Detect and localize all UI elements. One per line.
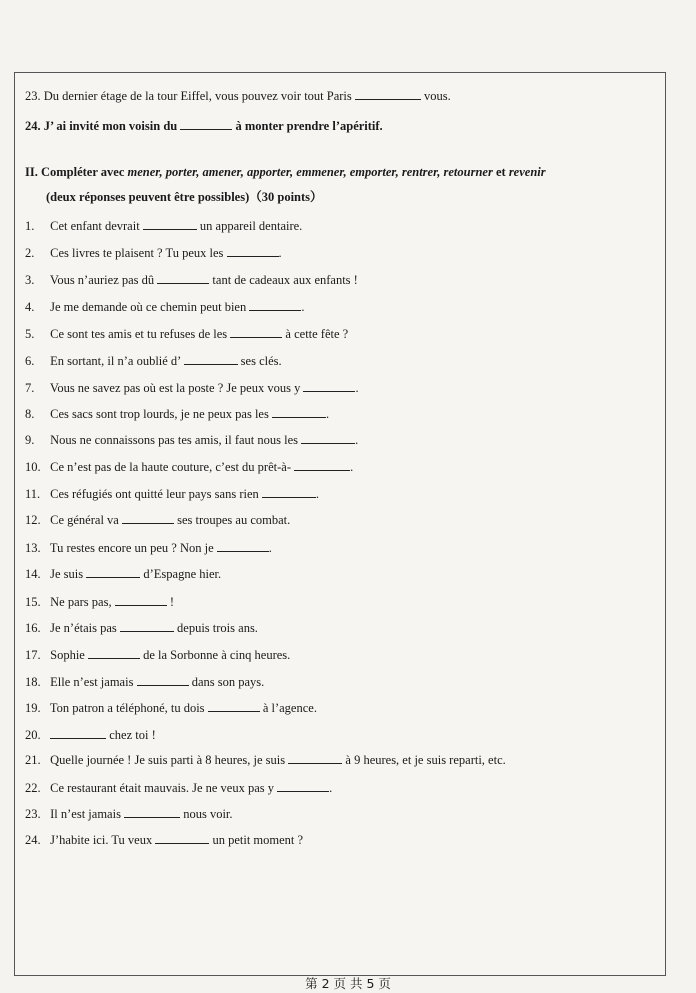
item-number: 8. <box>25 407 35 421</box>
item-text-after: . <box>268 541 272 555</box>
item-text: Tu restes encore un peu ? Non je <box>49 541 214 555</box>
exercise-line <box>25 806 233 822</box>
item-number: 12. <box>25 513 41 527</box>
answer-blank[interactable] <box>294 459 350 471</box>
item-text-after: un appareil dentaire. <box>199 219 303 233</box>
item-number: 5. <box>25 327 35 341</box>
item-text-after: ses clés. <box>240 354 282 368</box>
item-text-after: . <box>355 381 359 395</box>
item-text-after: de la Sorbonne à cinq heures. <box>143 648 291 662</box>
item-text: Ne pars pas, <box>50 595 112 609</box>
item-number: 19. <box>25 701 41 715</box>
exercise-line <box>25 647 290 663</box>
exercise-line <box>25 832 303 848</box>
exercise-line <box>25 674 264 690</box>
answer-blank[interactable] <box>115 594 167 606</box>
answer-blank[interactable] <box>288 752 342 764</box>
item-text-after: . <box>329 781 333 795</box>
item-text-after: . <box>355 433 359 447</box>
answer-blank[interactable] <box>86 566 140 578</box>
item-number: 3. <box>25 273 35 287</box>
item-number: 2. <box>25 246 35 260</box>
item-number: 24. <box>25 833 41 847</box>
item-text: Elle n’est jamais <box>50 675 134 689</box>
exercise-line <box>25 118 383 134</box>
answer-blank[interactable] <box>272 406 326 418</box>
item-number: 9. <box>25 433 35 447</box>
answer-blank[interactable] <box>120 620 174 632</box>
item-text: J’habite ici. Tu veux <box>50 833 153 847</box>
item-text: Vous n’auriez pas dû <box>49 273 155 287</box>
item-text: Du dernier étage de la tour Eiffel, vous pouvez voir tout Paris <box>43 89 352 103</box>
exercise-line <box>25 406 329 422</box>
exercise-line <box>25 432 358 448</box>
item-text-after: à 9 heures, et je suis reparti, etc. <box>345 753 506 767</box>
answer-blank[interactable] <box>249 299 301 311</box>
item-text: Il n’est jamais <box>50 807 121 821</box>
item-text-after: . <box>350 460 354 474</box>
heading-verbs: mener, porter, amener, apporter, emmener, emporter, rentrer, retourner <box>127 165 493 179</box>
item-text: J’ ai invité mon voisin du <box>43 119 178 133</box>
section-heading-line2: (deux réponses peuvent être possibles)（30 points） <box>46 190 323 204</box>
exercise-line <box>25 512 290 528</box>
exercise-line <box>25 486 319 502</box>
item-text: Sophie <box>50 648 85 662</box>
exercise-line <box>25 540 272 556</box>
item-text-after: chez toi ! <box>109 728 156 742</box>
answer-blank[interactable] <box>217 540 269 552</box>
exercise-line <box>25 326 348 342</box>
page-footer: 第 2 页 共 5 页 <box>305 976 391 991</box>
item-text-after: à cette fête ? <box>285 327 349 341</box>
item-text: Ces réfugiés ont quitté leur pays sans rien <box>50 487 259 501</box>
item-text-after: . <box>325 407 330 421</box>
answer-blank[interactable] <box>50 727 106 739</box>
item-text: Ce sont tes amis et tu refuses de les <box>50 327 228 341</box>
item-text: Je suis <box>50 567 84 581</box>
exercise-line <box>25 353 282 369</box>
exercise-line <box>25 727 156 743</box>
item-text-after: vous. <box>424 89 451 103</box>
answer-blank[interactable] <box>180 118 232 130</box>
item-text: Je me demande où ce chemin peut bien <box>50 300 247 314</box>
item-number: 14. <box>25 567 41 581</box>
item-number: 1. <box>25 219 35 233</box>
answer-blank[interactable] <box>124 806 180 818</box>
item-text: En sortant, il n’a oublié d’ <box>50 354 181 368</box>
exercise-line <box>25 780 332 796</box>
item-text-after: ses troupes au combat. <box>177 513 291 527</box>
item-text-after: à l’agence. <box>262 701 317 715</box>
exercise-line <box>25 459 353 475</box>
item-text: Ce n’est pas de la haute couture, c’est du prêt-à- <box>50 460 291 474</box>
item-number: 13. <box>25 541 41 555</box>
item-text-after: d’Espagne hier. <box>143 567 222 581</box>
answer-blank[interactable] <box>137 674 189 686</box>
item-number: 10. <box>25 460 41 474</box>
answer-blank[interactable] <box>184 353 238 365</box>
item-text-after: nous voir. <box>183 807 233 821</box>
item-number: 4. <box>25 300 35 314</box>
exercise-line <box>25 380 359 396</box>
answer-blank[interactable] <box>157 272 209 284</box>
answer-blank[interactable] <box>227 245 279 257</box>
item-text: Ces livres te plaisent ? Tu peux les <box>50 246 224 260</box>
exercise-line <box>25 620 258 636</box>
item-text-after: ! <box>169 595 174 609</box>
item-text: Quelle journée ! Je suis parti à 8 heures, je suis <box>50 753 286 767</box>
exercise-line <box>25 299 304 315</box>
exercise-line <box>25 752 506 768</box>
item-text: Vous ne savez pas où est la poste ? Je peux vous y <box>49 381 301 395</box>
answer-blank[interactable] <box>262 486 316 498</box>
exercise-line <box>25 245 282 261</box>
item-number: 23. <box>25 807 41 821</box>
answer-blank[interactable] <box>122 512 174 524</box>
item-number: 17. <box>25 648 41 662</box>
answer-blank[interactable] <box>303 380 355 392</box>
item-text: Ces sacs sont trop lourds, je ne peux pas les <box>50 407 269 421</box>
item-number: 15. <box>25 595 41 609</box>
heading-last-verb: revenir <box>508 165 546 179</box>
answer-blank[interactable] <box>155 832 209 844</box>
item-text-after: . <box>278 246 282 260</box>
item-number: 21. <box>25 753 41 767</box>
item-text-after: tant de cadeaux aux enfants ! <box>212 273 358 287</box>
item-number: 20. <box>25 728 41 742</box>
item-text: Nous ne connaissons pas tes amis, il faut nous les <box>50 433 299 447</box>
exercise-line <box>25 566 221 582</box>
item-text-after: depuis trois ans. <box>177 621 258 635</box>
exercise-line <box>25 594 174 610</box>
exercise-line <box>25 700 317 716</box>
answer-blank[interactable] <box>230 326 282 338</box>
item-number: 23. <box>25 89 41 103</box>
answer-blank[interactable] <box>355 88 421 100</box>
item-number: 24. <box>25 119 41 133</box>
answer-blank[interactable] <box>143 218 197 230</box>
item-text: Ce général va <box>50 513 119 527</box>
item-text-after: un petit moment ? <box>212 833 304 847</box>
exercise-line <box>25 218 302 234</box>
heading-conjunction: et <box>492 165 509 179</box>
exercise-line <box>25 88 451 104</box>
answer-blank[interactable] <box>277 780 329 792</box>
answer-blank[interactable] <box>88 647 140 659</box>
item-number: 7. <box>25 381 35 395</box>
item-number: 18. <box>25 675 41 689</box>
item-number: 6. <box>25 354 35 368</box>
heading-prefix: II. Compléter avec <box>25 165 128 179</box>
item-number: 11. <box>25 487 41 501</box>
item-text: Je n’étais pas <box>50 621 117 635</box>
answer-blank[interactable] <box>301 432 355 444</box>
item-number: 16. <box>25 621 41 635</box>
item-number: 22. <box>25 781 41 795</box>
item-text-after: . <box>315 487 320 501</box>
answer-blank[interactable] <box>208 700 260 712</box>
item-text-after: à monter prendre l’apéritif. <box>235 119 383 133</box>
item-text: Cet enfant devrait <box>50 219 140 233</box>
item-text: Ton patron a téléphoné, tu dois <box>49 701 205 715</box>
exercise-line <box>25 272 358 288</box>
item-text-after: dans son pays. <box>191 675 265 689</box>
item-text: Ce restaurant était mauvais. Je ne veux pas y <box>50 781 275 795</box>
item-text-after: . <box>301 300 305 314</box>
section-heading <box>25 164 546 180</box>
